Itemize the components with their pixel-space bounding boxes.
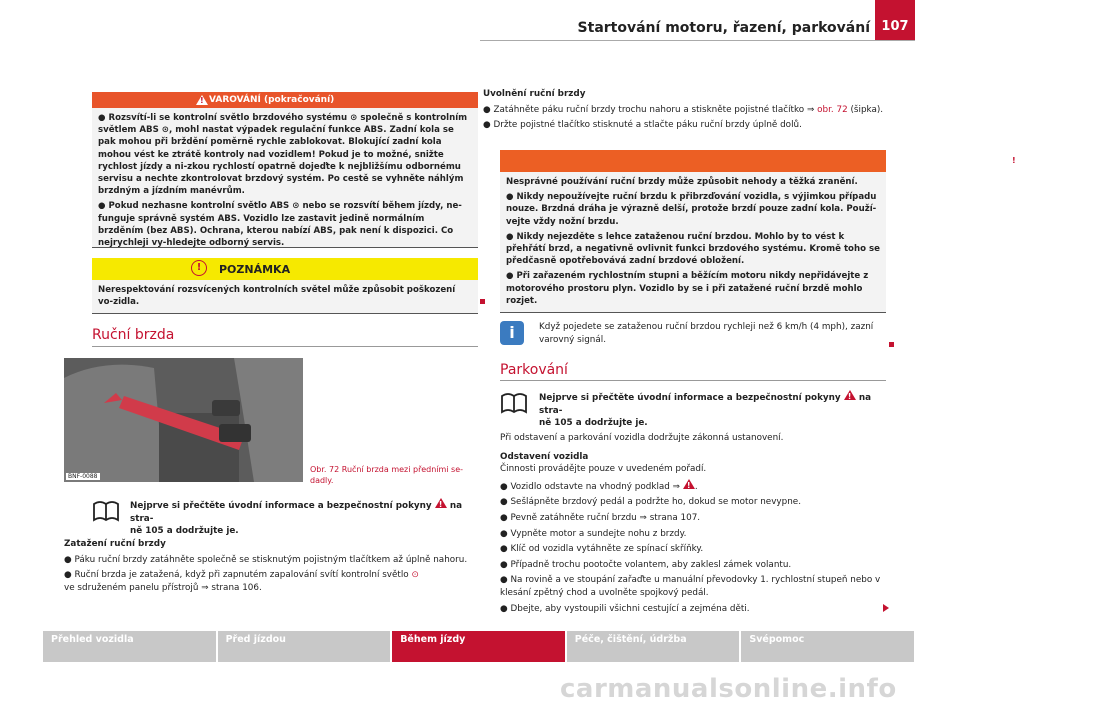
tab-while-driving[interactable]: Během jízdy — [392, 631, 565, 662]
step-3: ● Pevně zatáhněte ruční brzdu ⇒ strana 107. — [500, 512, 701, 523]
section-title-parking-brake: Ruční brzda — [92, 327, 175, 343]
intro-link-text: na stra- — [130, 501, 463, 524]
section-divider — [92, 346, 478, 347]
warning-text-2: ● Nikdy nepoužívejte ruční brzdu k přibrzďování vozidla, s výjimkou případu nouze. Brzdná dráha je výrazně delší, protože brzdí pouze zadní kola. Použí-vejte vždy nožní brzdu. — [506, 192, 877, 227]
info-icon: i — [500, 321, 524, 345]
tab-vehicle-overview[interactable]: Přehled vozidla — [43, 631, 216, 662]
warning-text-1a: ● Rozsvítí-li se kontrolní světlo brzdového systému — [98, 113, 348, 123]
step-6: ● Případně trochu pootočte volantem, aby zaklesl zámek volantu. — [500, 559, 792, 570]
step-4: ● Vypněte motor a sundejte nohu z brzdy. — [500, 528, 687, 539]
step-1: ● Vozidlo odstavte na vhodný podklad ⇒ — [500, 481, 681, 492]
info-text: Když pojedete se zataženou ruční brzdou rychleji než 6 km/h (4 mph), zazní varovný signál. — [539, 322, 874, 345]
note-box — [92, 258, 478, 314]
step-5: ● Klíč od vozidla vytáhněte ze spínací skříňky. — [500, 544, 704, 555]
bullet-engage-2a: ● Ruční brzda je zatažená, když při zapnutém zapalování svítí kontrolní světlo — [64, 570, 409, 581]
figure-link[interactable]: obr. 72 — [817, 104, 848, 115]
tab-before-driving[interactable]: Před jízdou — [218, 631, 391, 662]
warning-continued-box — [92, 92, 478, 248]
page-header-title: Startování motoru, řazení, parkování — [577, 20, 870, 36]
end-marker-icon — [889, 342, 894, 347]
parking-brake-illustration — [64, 358, 303, 482]
bullet-engage-2b: ve sdruženém panelu přístrojů ⇒ strana 106. — [64, 582, 262, 593]
warning-box — [500, 150, 1094, 313]
bullet-release-1b: (šipka). — [847, 104, 884, 115]
brake-lamp-icon: ⊙ — [411, 570, 419, 581]
warning-text-1: Nesprávné používání ruční brzdy může způsobit nehody a těžká zranění. — [506, 177, 858, 187]
section-divider — [500, 380, 886, 381]
tab-care-cleaning-maintenance[interactable]: Péče, čištění, údržba — [567, 631, 740, 662]
figure-parking-brake — [64, 358, 303, 482]
figure-caption: Obr. 72 Ruční brzda mezi předními se-dadly. — [310, 465, 464, 485]
warning-icon — [844, 390, 856, 400]
figure-code: BNF-0088 — [68, 473, 98, 480]
warning-label: VAROVÁNÍ — [1031, 155, 1094, 168]
brake-lamp-icon: ⊙ — [350, 113, 358, 123]
abs-lamp-icon: ⊙ — [161, 125, 169, 136]
intro-text: Nejprve si přečtěte úvodní informace a bezpečnostní pokyny — [130, 501, 432, 511]
intro-link-text-2: ně 105 a dodržujte je. — [130, 526, 239, 537]
book-icon — [500, 392, 528, 414]
abs-lamp-icon: ⊙ — [292, 201, 300, 212]
subheading-engage: Zatažení ruční brzdy — [64, 539, 166, 549]
note-text: Nerespektování rozsvícených kontrolních světel může způsobit poškození vo-zidla. — [98, 285, 456, 308]
warning-label: VAROVÁNÍ (pokračování) — [209, 95, 335, 105]
warning-text-1b: společně s kontrolním světlem ABS — [98, 113, 468, 136]
warning-text-2a: ● Pokud nezhasne kontrolní světlo ABS — [98, 201, 290, 212]
note-icon: ! — [191, 260, 207, 276]
warning-icon — [683, 479, 695, 489]
warning-text-3: ● Nikdy nejezděte s lehce zataženou ruční brzdou. Mohlo by to vést k přehřátí brzd, a negativně ovlivnit funkci brzdového systému. Kromě toho se předčasně opotřebovává zadní brzdové obložení. — [506, 231, 880, 267]
header-divider — [480, 40, 915, 41]
subheading-stop: Odstavení vozidla — [500, 451, 589, 462]
tab-self-help[interactable]: Svépomoc — [741, 631, 914, 662]
warning-text-2b: nebo se rozsvítí během jízdy, ne-funguje správně systém ABS. Vozidlo lze zastavit jedině normálním brzděním (bez ABS). Ochrana, kterou nabízí ABS, pak není k dispozici. Co nejrychleji vy-hledejte odborný servis. — [98, 201, 462, 249]
intro-link-text: na stra- — [539, 393, 872, 416]
end-marker-icon — [480, 299, 485, 304]
warning-icon — [1008, 155, 1020, 165]
warning-text-1c: , mohl nastat výpadek regulační funkce ABS. Zadní kola se pak mohou při brždění poměrně rychle zablokovat. Blokující zadní kola mohou vést ke ztrátě kontroly nad vozidlem! Pokud je to možné, snižte rychlost jízdy a ni-zkou rychlostí opatrně dojeďte k nejbližšímu odbornému servisu a nechte zkontrolovat brzdový systém. Po cestě se vyhněte náhlým brzdným a jízdním manévrům. — [98, 125, 464, 197]
bullet-release-1a: ● Zatáhněte páku ruční brzdy trochu nahoru a stiskněte pojistné tlačítko ⇒ — [483, 104, 815, 115]
watermark: carmanualsonline.info — [560, 674, 897, 704]
warning-icon — [435, 498, 447, 508]
book-icon — [92, 500, 120, 522]
bullet-engage-1: ● Páku ruční brzdy zatáhněte společně se stisknutým pojistným tlačítkem až úplně nahoru. — [64, 554, 468, 565]
intro-link-text-2: ně 105 a dodržujte je. — [539, 418, 648, 429]
page-number: 107 — [875, 0, 915, 40]
step-7: ● Na rovině a ve stoupání zařaďte u manuální převodovky 1. rychlostní stupeň nebo v klesání zpětný chod a uvolněte spojkový pedál. — [500, 575, 881, 598]
warning-icon — [196, 95, 208, 105]
step-8: ● Dbejte, aby vystoupili všichni cestující a zejména děti. — [500, 603, 750, 614]
bullet-release-2: ● Držte pojistné tlačítko stisknuté a stlačte páku ruční brzdy úplně dolů. — [483, 120, 802, 131]
section-title-parking: Parkování — [500, 362, 568, 378]
subheading-release: Uvolnění ruční brzdy — [483, 89, 586, 99]
order-text: Činnosti provádějte pouze v uvedeném pořadí. — [500, 464, 707, 475]
chapter-tabs — [43, 631, 914, 662]
warning-text-4: ● Při zařazeném rychlostním stupni a běžícím motoru nikdy nepřidávejte z motorového prostoru plyn. Vozidlo by se i při zatažené ruční brzdě mohlo rozjet. — [506, 271, 869, 306]
warning-bar — [500, 150, 886, 172]
continue-arrow-icon — [883, 604, 889, 612]
step-2: ● Sešlápněte brzdový pedál a podržte ho, dokud se motor nevypne. — [500, 497, 801, 508]
intro-text: Nejprve si přečtěte úvodní informace a bezpečnostní pokyny — [539, 393, 841, 403]
note-label: POZNÁMKA — [219, 263, 291, 276]
parking-general-text: Při odstavení a parkování vozidla dodržujte zákonná ustanovení. — [500, 433, 784, 443]
